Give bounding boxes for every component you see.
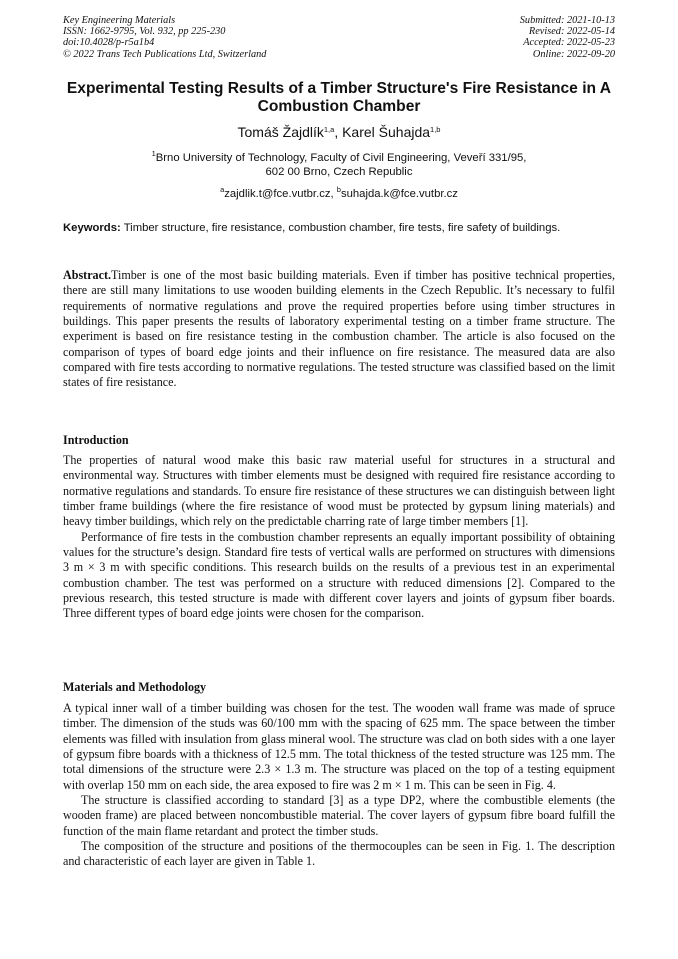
paragraph: A typical inner wall of a timber building was chosen for the test. The wooden wall frame was made of spruce timber. The dimension of the studs was 60/100 mm with the spacing of 625 mm. The space between the timber elements was filled with insulation from glass mineral wool. The structure was clad on both sides with a one layer of gypsum fibre boards with a thickness of 12.5 mm. The total thickness of the tested structure was 125 mm. The total dimensions of the structure were 2.3 × 1.3 m. The structure was placed on the top of a testing equipment with overlap 150 mm on each side, the area exposed to fire was 2 m × 1 m. This can be seen in Fig. 4. — [63, 701, 615, 792]
keywords-label: Keywords: — [63, 222, 121, 234]
keywords — [63, 221, 615, 235]
author-separator: , — [334, 124, 343, 140]
keywords-text: Timber structure, fire resistance, combustion chamber, fire tests, fire safety of buildings. — [120, 222, 561, 234]
affiliation-line: $^1$Brno University of Technology, Faculty of Civil Engineering, Veveří 331/95, — [151, 149, 527, 164]
paragraph: Performance of fire tests in the combustion chamber represents an equally important possibility of obtaining values for the structure’s design. Standard fire tests of vertical walls are performed on structures with dimensions 3 m × 3 m with specific conditions. This research builds on the results of a previous test in an experimental combustion chamber. The test was performed on a structure with reduced dimensions [2]. Compared to the previous research, this tested structure is made with different cover layers and joints of gypsum fiber boards. Three different types of board edge joints were chosen for the comparison. — [63, 529, 615, 621]
journal-doi[interactable]: doi:10.4028/p-r5a1b4 — [63, 37, 155, 49]
email-link[interactable]: suhajda.k@fce.vutbr.cz — [340, 188, 458, 200]
section-heading-materials: Materials and Methodology — [63, 680, 207, 694]
journal-copyright: © 2022 Trans Tech Publications Ltd, Switzerland — [63, 48, 267, 60]
abstract-text: Timber is one of the most basic building materials. Even if timber has positive technical properties, there are still many limitations to use wooden building elements in the Czech Republic. It’s necessary to fulfil requirements of normative regulations and prove the required properties before using timber structures in buildings. This paper presents the results of laboratory experimental testing on a timber frame structure. The experiment is based on fire resistance testing in the combustion chamber. The article is also focused on the comparison of types of board edge joints and their influence on fire resistance. The measured data are also compared with fire tests according to normative regulations. The tested structure was classified based on the limit states of fire resistance. — [63, 268, 615, 390]
date-online: Online: 2022-09-20 — [532, 48, 615, 60]
paragraph: The properties of natural wood make this basic raw material useful for structures in a structural and environmental way. Structures with timber elements must be designed with required fire resistance according to normative regulations and standards. To ensure fire resistance of these structures we can distinguish between light timber frame buildings (where the fire resistance of wood must be protected by gypsum lining materials) and heavy timber buildings, which rely on the predictable charring rate of large timber members [1]. — [63, 453, 615, 529]
introduction-body — [63, 453, 615, 622]
date-submitted: Submitted: 2021-10-13 — [519, 15, 615, 26]
journal-header — [63, 15, 266, 60]
materials-body — [63, 701, 615, 870]
journal-name: Key Engineering Materials — [63, 15, 176, 26]
author-name: Karel Šuhajda — [342, 124, 431, 140]
author-emails — [63, 187, 615, 201]
paragraph: The composition of the structure and positions of the thermocouples can be seen in Fig. 1. The description and characteristic of each layer are given in Table 1. — [63, 839, 615, 869]
email-link[interactable]: zajdlik.t@fce.vutbr.cz, — [224, 188, 337, 200]
affiliation — [63, 151, 615, 179]
date-accepted: Accepted: 2022-05-23 — [523, 37, 615, 49]
affiliation-marker: 1 — [151, 149, 156, 158]
section-heading-introduction: Introduction — [63, 433, 129, 447]
dates-header — [520, 15, 615, 60]
abstract-label: Abstract. — [63, 268, 112, 282]
journal-issn: ISSN: 1662-9795, Vol. 932, pp 225-230 — [63, 26, 226, 38]
author-name: Tomáš Žajdlík — [237, 124, 324, 140]
author-affiliation-marker: 1,a — [323, 125, 335, 134]
author-affiliation-marker: 1,b — [430, 125, 441, 134]
email-marker: b — [336, 185, 341, 194]
author-list — [63, 124, 615, 141]
abstract — [63, 268, 615, 391]
paragraph: The structure is classified according to standard [3] as a type DP2, where the combustible elements (the wooden frame) are placed between noncombustible material. The cover layers of gypsum fibre board fulfill the function of the main flame retardant and protect the timber studs. — [63, 793, 615, 838]
paper-title: Experimental Testing Results of a Timber Structure's Fire Resistance in A Combustion Chamber — [66, 80, 612, 115]
date-revised: Revised: 2022-05-14 — [528, 26, 615, 38]
affiliation-line: 602 00 Brno, Czech Republic — [265, 166, 413, 178]
email-marker: a — [220, 185, 225, 194]
